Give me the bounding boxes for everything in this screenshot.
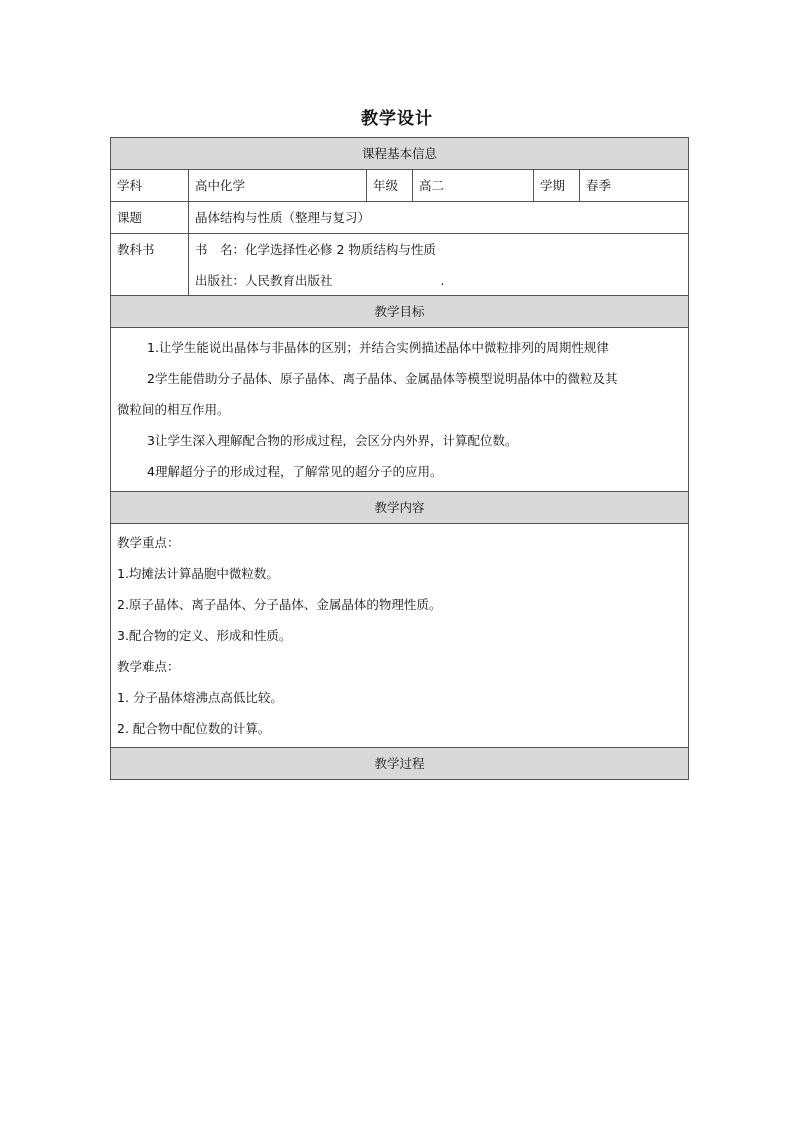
objectives-cell bbox=[111, 328, 689, 492]
objective-item: 3让学生深入理解配合物的形成过程，会区分内外界，计算配位数。 bbox=[147, 433, 518, 448]
textbook-details bbox=[189, 234, 689, 296]
basic-info-header-row bbox=[111, 138, 689, 170]
content-cell bbox=[111, 524, 689, 748]
section-objectives: 教学目标 bbox=[111, 296, 689, 328]
subject-value: 高中化学 bbox=[189, 170, 367, 202]
grade-value: 高二 bbox=[413, 170, 534, 202]
textbook-row bbox=[111, 234, 689, 296]
objective-item: 2学生能借助分子晶体、原子晶体、离子晶体、金属晶体等模型说明晶体中的微粒及其 bbox=[147, 371, 618, 386]
lesson-plan-table bbox=[110, 137, 689, 780]
objectives-row bbox=[111, 328, 689, 492]
textbook-name: 书 名：化学选择性必修 2 物质结构与性质 bbox=[195, 242, 436, 257]
content-header-row bbox=[111, 492, 689, 524]
section-content: 教学内容 bbox=[111, 492, 689, 524]
textbook-publisher-line bbox=[195, 272, 682, 290]
key-points-title: 教学重点： bbox=[117, 535, 180, 550]
topic-value: 晶体结构与性质（整理与复习） bbox=[189, 202, 689, 234]
section-process: 教学过程 bbox=[111, 748, 689, 780]
topic-label: 课题 bbox=[111, 202, 189, 234]
term-label: 学期 bbox=[534, 170, 580, 202]
term-value: 春季 bbox=[580, 170, 689, 202]
difficulty-item: 2. 配合物中配位数的计算。 bbox=[117, 721, 271, 736]
grade-label: 年级 bbox=[367, 170, 413, 202]
objective-item: 4理解超分子的形成过程，了解常见的超分子的应用。 bbox=[147, 464, 443, 479]
section-basic-info: 课程基本信息 bbox=[111, 138, 689, 170]
document-title: 教学设计 bbox=[361, 109, 433, 129]
process-header-row bbox=[111, 748, 689, 780]
topic-row bbox=[111, 202, 689, 234]
objectives-header-row bbox=[111, 296, 689, 328]
objective-item-continued: 微粒间的相互作用。 bbox=[117, 402, 230, 417]
publisher-dot: . bbox=[440, 273, 445, 288]
objective-item: 1.让学生能说出晶体与非晶体的区别；并结合实例描述晶体中微粒排列的周期性规律 bbox=[147, 340, 609, 355]
difficulty-item: 1. 分子晶体熔沸点高低比较。 bbox=[117, 690, 283, 705]
key-point-item: 1.均摊法计算晶胞中微粒数。 bbox=[117, 566, 279, 581]
difficulties-title: 教学难点： bbox=[117, 659, 180, 674]
content-row bbox=[111, 524, 689, 748]
subject-label: 学科 bbox=[111, 170, 189, 202]
subject-row bbox=[111, 170, 689, 202]
key-point-item: 3.配合物的定义、形成和性质。 bbox=[117, 628, 292, 643]
key-point-item: 2.原子晶体、离子晶体、分子晶体、金属晶体的物理性质。 bbox=[117, 597, 442, 612]
textbook-label: 教科书 bbox=[111, 234, 189, 296]
textbook-publisher: 出版社：人民教育出版社 bbox=[195, 273, 333, 288]
